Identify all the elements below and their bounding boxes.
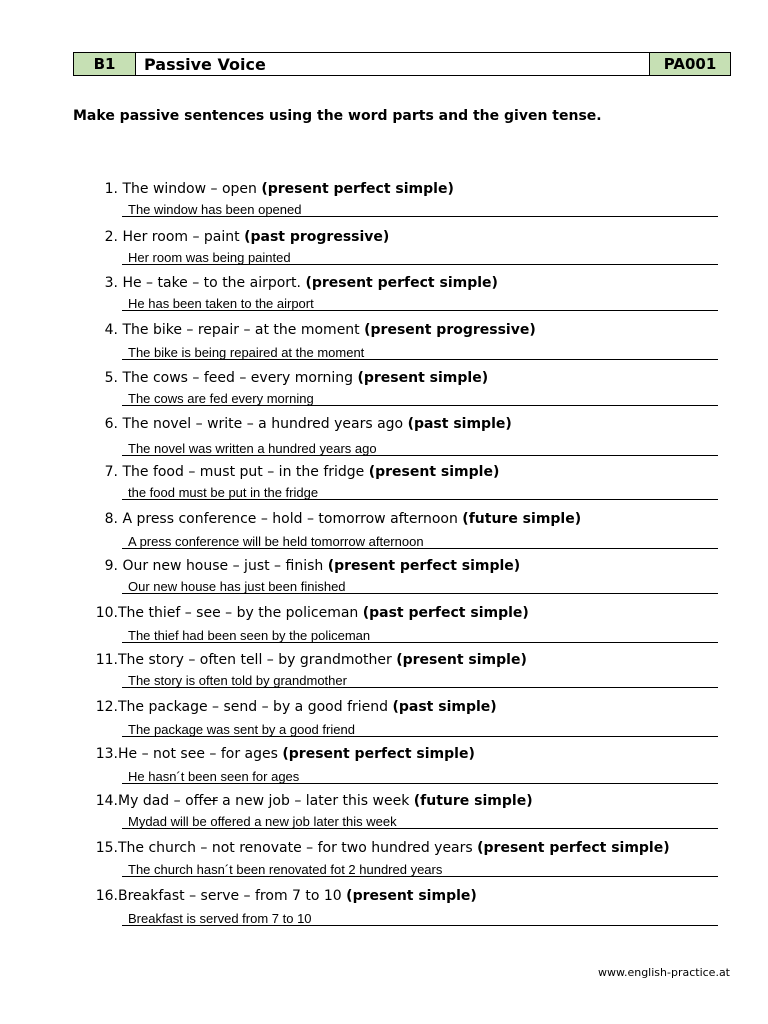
answer-line[interactable] bbox=[122, 811, 718, 829]
answer-line[interactable] bbox=[122, 482, 718, 500]
instruction-text: Make passive sentences using the word parts and the given tense. bbox=[73, 108, 602, 124]
exercise-item bbox=[90, 698, 718, 737]
exercise-item bbox=[90, 651, 718, 688]
answer-text: The cows are fed every morning bbox=[128, 391, 314, 406]
answer-text: The story is often told by grandmother bbox=[128, 673, 347, 688]
exercise-number: 8. bbox=[104, 511, 118, 527]
prompt-text: a new job – later this week bbox=[217, 793, 414, 809]
exercise-number: 1. bbox=[104, 181, 118, 197]
answer-text: Mydad will be offered a new job later this week bbox=[128, 814, 397, 829]
prompt-text: The window – open bbox=[122, 181, 262, 197]
crossed-out-text: er bbox=[203, 793, 218, 809]
answer-text: He hasn´t been seen for ages bbox=[128, 769, 300, 784]
tense-label: (present simple) bbox=[357, 370, 489, 386]
answer-line[interactable] bbox=[122, 670, 718, 688]
answer-text: The novel was written a hundred years ago bbox=[128, 441, 377, 456]
exercise-prompt bbox=[90, 180, 718, 199]
footer-url: www.english-practice.at bbox=[597, 966, 730, 979]
exercise-prompt bbox=[90, 745, 718, 764]
answer-line[interactable] bbox=[122, 858, 718, 877]
exercise-item bbox=[90, 887, 718, 926]
answer-line[interactable] bbox=[122, 388, 718, 406]
prompt-text: The package – send – by a good friend bbox=[118, 699, 393, 715]
worksheet-code: PA001 bbox=[650, 53, 730, 75]
exercise-item bbox=[90, 839, 718, 877]
tense-label: (past perfect simple) bbox=[362, 605, 529, 621]
tense-label: (present simple) bbox=[396, 652, 527, 668]
exercise-item bbox=[90, 369, 718, 406]
answer-line[interactable] bbox=[122, 247, 718, 265]
exercise-number: 5. bbox=[104, 370, 118, 386]
prompt-text: My dad – off bbox=[118, 793, 204, 809]
exercise-item bbox=[90, 228, 718, 265]
tense-label: (present progressive) bbox=[364, 322, 536, 338]
answer-line[interactable] bbox=[122, 623, 718, 643]
worksheet-title: Passive Voice bbox=[136, 53, 650, 75]
answer-line[interactable] bbox=[122, 293, 718, 311]
answer-text: The package was sent by a good friend bbox=[128, 722, 355, 737]
exercise-prompt bbox=[90, 463, 718, 482]
prompt-text: The thief – see – by the policeman bbox=[118, 605, 363, 621]
exercise-item bbox=[90, 321, 718, 360]
exercise-item bbox=[90, 745, 718, 784]
exercise-number: 12. bbox=[95, 699, 118, 715]
tense-label: (present simple) bbox=[346, 888, 477, 904]
exercise-item bbox=[90, 180, 718, 217]
tense-label: (future simple) bbox=[413, 793, 533, 809]
tense-label: (present perfect simple) bbox=[261, 181, 454, 197]
prompt-text: The story – often tell – by grandmother bbox=[118, 652, 397, 668]
exercise-item bbox=[90, 604, 718, 643]
exercise-item bbox=[90, 463, 718, 500]
tense-label: (present perfect simple) bbox=[305, 275, 498, 291]
worksheet-header bbox=[73, 52, 731, 76]
prompt-text: He – not see – for ages bbox=[118, 746, 283, 762]
answer-text: The bike is being repaired at the moment bbox=[128, 345, 365, 360]
answer-text: The window has been opened bbox=[128, 202, 302, 217]
answer-line[interactable] bbox=[122, 199, 718, 217]
exercise-number: 4. bbox=[104, 322, 118, 338]
exercise-number: 16. bbox=[95, 888, 118, 904]
tense-label: (future simple) bbox=[462, 511, 582, 527]
answer-text: the food must be put in the fridge bbox=[128, 485, 319, 500]
answer-text: The thief had been seen by the policeman bbox=[128, 628, 371, 643]
exercise-number: 3. bbox=[104, 275, 118, 291]
exercise-number: 10. bbox=[95, 605, 118, 621]
exercise-number: 11. bbox=[95, 652, 118, 668]
answer-text: The church hasn´t been renovated fot 2 hundred years bbox=[128, 862, 443, 877]
exercise-item bbox=[90, 792, 718, 829]
exercise-prompt bbox=[90, 887, 718, 906]
answer-text: Breakfast is served from 7 to 10 bbox=[128, 911, 312, 926]
exercise-item bbox=[90, 557, 718, 594]
exercise-item bbox=[90, 415, 718, 456]
exercise-prompt bbox=[90, 839, 718, 858]
tense-label: (past simple) bbox=[392, 699, 497, 715]
prompt-text: A press conference – hold – tomorrow afternoon bbox=[122, 511, 463, 527]
tense-label: (present perfect simple) bbox=[327, 558, 521, 574]
exercise-prompt bbox=[90, 321, 718, 340]
exercise-number: 2. bbox=[104, 229, 118, 245]
answer-text: He has been taken to the airport bbox=[128, 296, 314, 311]
prompt-text: The bike – repair – at the moment bbox=[122, 322, 365, 338]
answer-line[interactable] bbox=[122, 764, 718, 784]
prompt-text: Our new house – just – finish bbox=[122, 558, 328, 574]
answer-text: A press conference will be held tomorrow afternoon bbox=[128, 534, 424, 549]
answer-line[interactable] bbox=[122, 340, 718, 360]
exercise-prompt bbox=[90, 651, 718, 670]
exercise-prompt bbox=[90, 415, 718, 434]
exercise-number: 6. bbox=[104, 416, 118, 432]
prompt-text: Breakfast – serve – from 7 to 10 bbox=[118, 888, 347, 904]
exercise-number: 15. bbox=[95, 840, 118, 856]
answer-line[interactable] bbox=[122, 906, 718, 926]
prompt-text: The novel – write – a hundred years ago bbox=[122, 416, 408, 432]
tense-label: (present perfect simple) bbox=[477, 840, 670, 856]
prompt-text: The church – not renovate – for two hundred years bbox=[118, 840, 478, 856]
answer-line[interactable] bbox=[122, 434, 718, 456]
prompt-text: He – take – to the airport. bbox=[122, 275, 306, 291]
answer-line[interactable] bbox=[122, 529, 718, 549]
tense-label: (past progressive) bbox=[244, 229, 390, 245]
exercise-prompt bbox=[90, 557, 718, 576]
prompt-text: Her room – paint bbox=[122, 229, 245, 245]
answer-line[interactable] bbox=[122, 576, 718, 594]
answer-line[interactable] bbox=[122, 717, 718, 737]
exercise-prompt bbox=[90, 369, 718, 388]
exercise-number: 7. bbox=[104, 464, 118, 480]
exercise-prompt bbox=[90, 604, 718, 623]
tense-label: (present perfect simple) bbox=[282, 746, 475, 762]
exercise-item bbox=[90, 274, 718, 311]
exercise-number: 13. bbox=[95, 746, 118, 762]
exercise-prompt bbox=[90, 228, 718, 247]
prompt-text: The cows – feed – every morning bbox=[122, 370, 358, 386]
exercise-item bbox=[90, 510, 718, 549]
exercise-number: 9. bbox=[104, 558, 118, 574]
exercise-prompt bbox=[90, 792, 718, 811]
tense-label: (present simple) bbox=[368, 464, 500, 480]
exercise-number: 14. bbox=[95, 793, 118, 809]
exercise-prompt bbox=[90, 274, 718, 293]
prompt-text: The food – must put – in the fridge bbox=[122, 464, 369, 480]
level-badge: B1 bbox=[74, 53, 136, 75]
exercise-prompt bbox=[90, 510, 718, 529]
answer-text: Her room was being painted bbox=[128, 250, 291, 265]
tense-label: (past simple) bbox=[407, 416, 512, 432]
answer-text: Our new house has just been finished bbox=[128, 579, 346, 594]
exercise-prompt bbox=[90, 698, 718, 717]
